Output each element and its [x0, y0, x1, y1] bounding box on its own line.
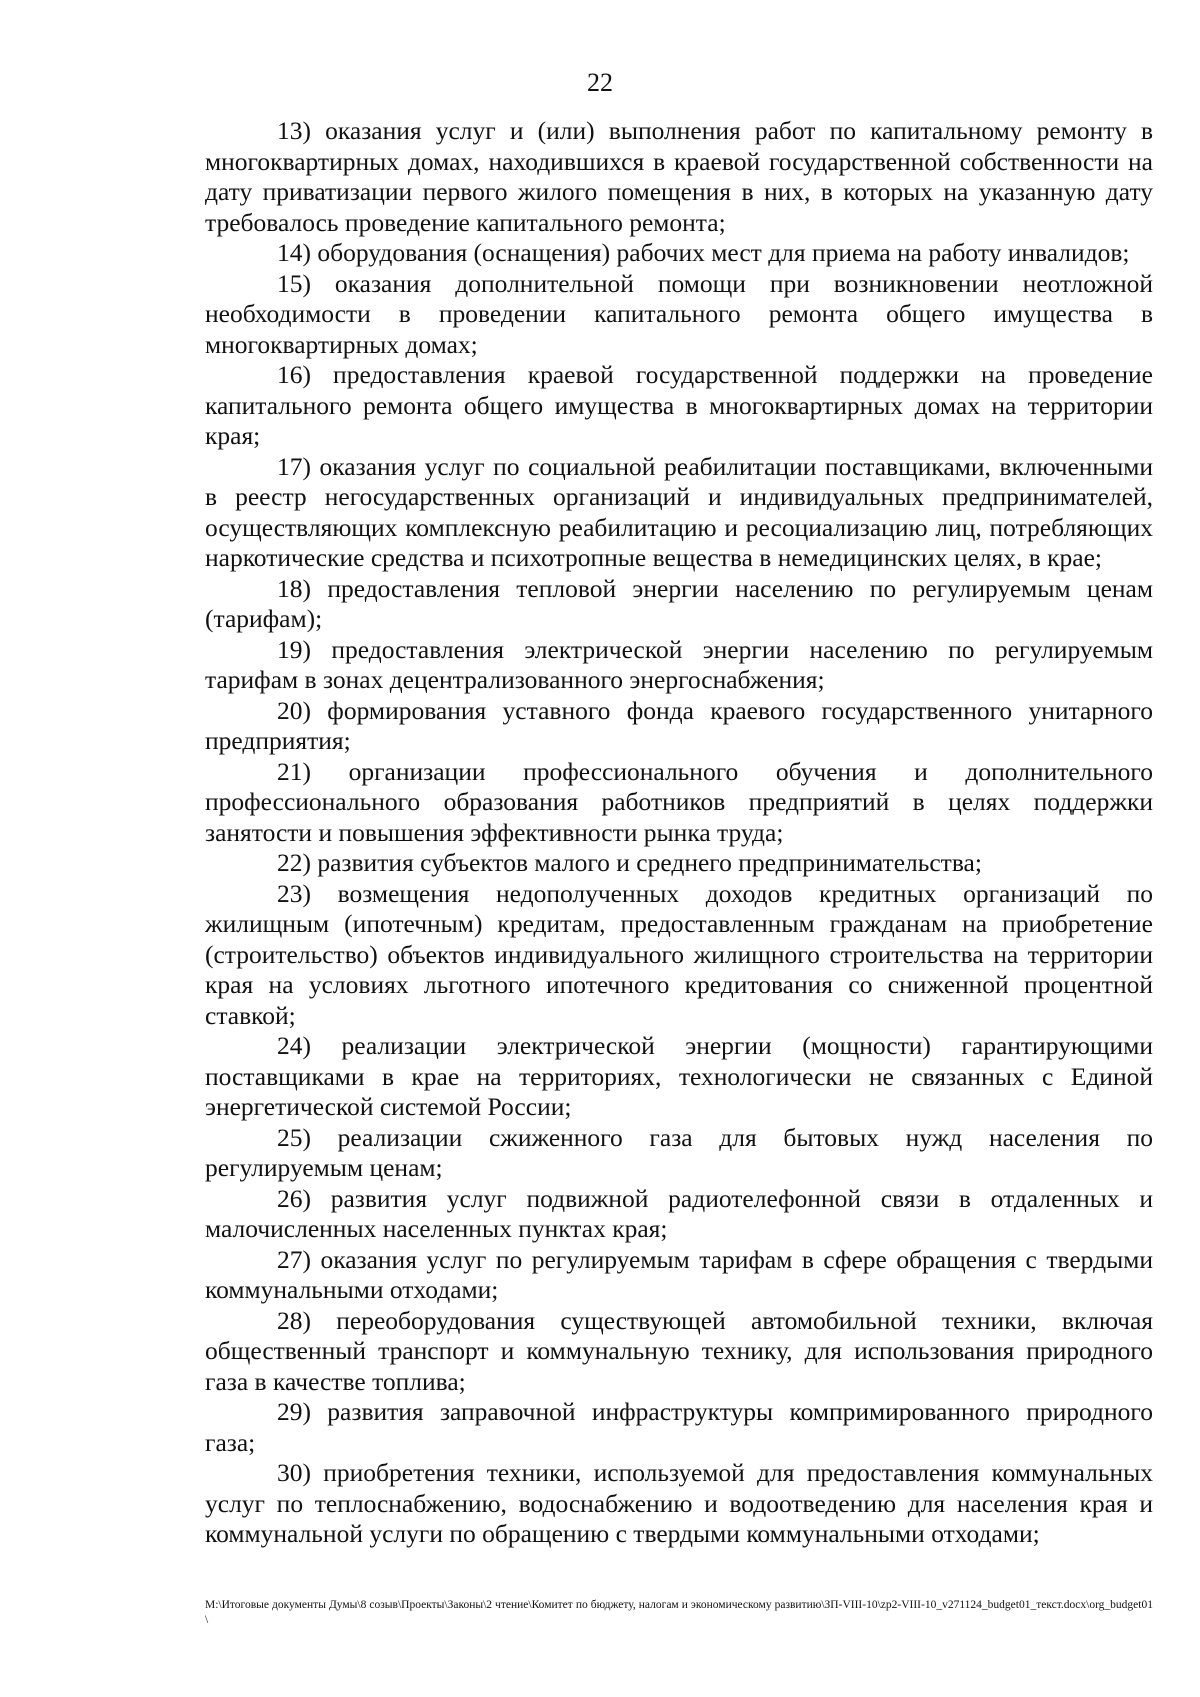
list-item-14: 14) оборудования (оснащения) рабочих мест для приема на работу инвалидов; — [277, 238, 1130, 267]
list-item-30: 30) приобретения техники, используемой для предоставления коммунальных услуг по теплоснабжению, водоснабжению и водоотведению для населения края и коммунальной услуги по обращению с твердыми коммунальными отходами; — [205, 1458, 1153, 1548]
list-item-17: 17) оказания услуг по социальной реабилитации поставщиками, включенными в реестр негосударственных организаций и индивидуальных предпринимателей, осуществляющих комплексную реабилитацию и ресоциализацию лиц, потребляющих наркотические средства и психотропные вещества в немедицинских целях, в крае; — [205, 451, 1153, 572]
list-item-23: 23) возмещения недополученных доходов кредитных организаций по жилищным (ипотечным) кредитам, предоставленным гражданам на приобретение (строительство) объектов индивидуального жилищного строительства на территории края на условиях льготного ипотечного кредитования со сниженной процентной ставкой; — [205, 878, 1153, 1030]
list-item-22: 22) развития субъектов малого и среднего предпринимательства; — [277, 848, 982, 877]
list-item-29: 29) развития заправочной инфраструктуры компримированного природного газа; — [205, 1397, 1153, 1457]
list-item-19: 19) предоставления электрической энергии населению по регулируемым тарифам в зонах децентрализованного энергоснабжения; — [205, 634, 1153, 694]
document-body — [205, 116, 1153, 1550]
footer-file-path: M:\Итоговые документы Думы\8 созыв\Проекты\Законы\2 чтение\Комитет по бюджету, налогам и экономическому развитию\ЗП-VIII-10\zp2-VIII-10_v271124_budget01_текст.docx\org_budget01\ — [205, 1599, 1153, 1626]
list-item-24: 24) реализации электрической энергии (мощности) гарантирующими поставщиками в крае на территориях, технологически не связанных с Единой энергетической системой России; — [205, 1031, 1153, 1121]
list-item-18: 18) предоставления тепловой энергии населению по регулируемым ценам (тарифам); — [205, 573, 1153, 633]
list-item-15: 15) оказания дополнительной помощи при возникновении неотложной необходимости в проведении капитального ремонта общего имущества в многоквартирных домах; — [205, 268, 1153, 359]
page-number: 22 — [587, 68, 613, 97]
list-item-16: 16) предоставления краевой государственной поддержки на проведение капитального ремонта общего имущества в многоквартирных домах на территории края; — [205, 360, 1153, 450]
list-item-28: 28) переоборудования существующей автомобильной техники, включая общественный транспорт и коммунальную технику, для использования природного газа в качестве топлива; — [205, 1305, 1153, 1396]
list-item-13: 13) оказания услуг и (или) выполнения работ по капитальному ремонту в многоквартирных домах, находившихся в краевой государственной собственности на дату приватизации первого жилого помещения в них, в которых на указанную дату требовалось проведение капитального ремонта; — [205, 116, 1153, 237]
list-item-21: 21) организации профессионального обучения и дополнительного профессионального образования работников предприятий в целях поддержки занятости и повышения эффективности рынка труда; — [205, 756, 1153, 847]
list-item-26: 26) развития услуг подвижной радиотелефонной связи в отдаленных и малочисленных населенных пунктах края; — [205, 1183, 1153, 1243]
list-item-27: 27) оказания услуг по регулируемым тарифам в сфере обращения с твердыми коммунальными отходами; — [205, 1244, 1153, 1304]
list-item-25: 25) реализации сжиженного газа для бытовых нужд населения по регулируемым ценам; — [205, 1122, 1153, 1182]
list-item-20: 20) формирования уставного фонда краевого государственного унитарного предприятия; — [205, 695, 1153, 755]
